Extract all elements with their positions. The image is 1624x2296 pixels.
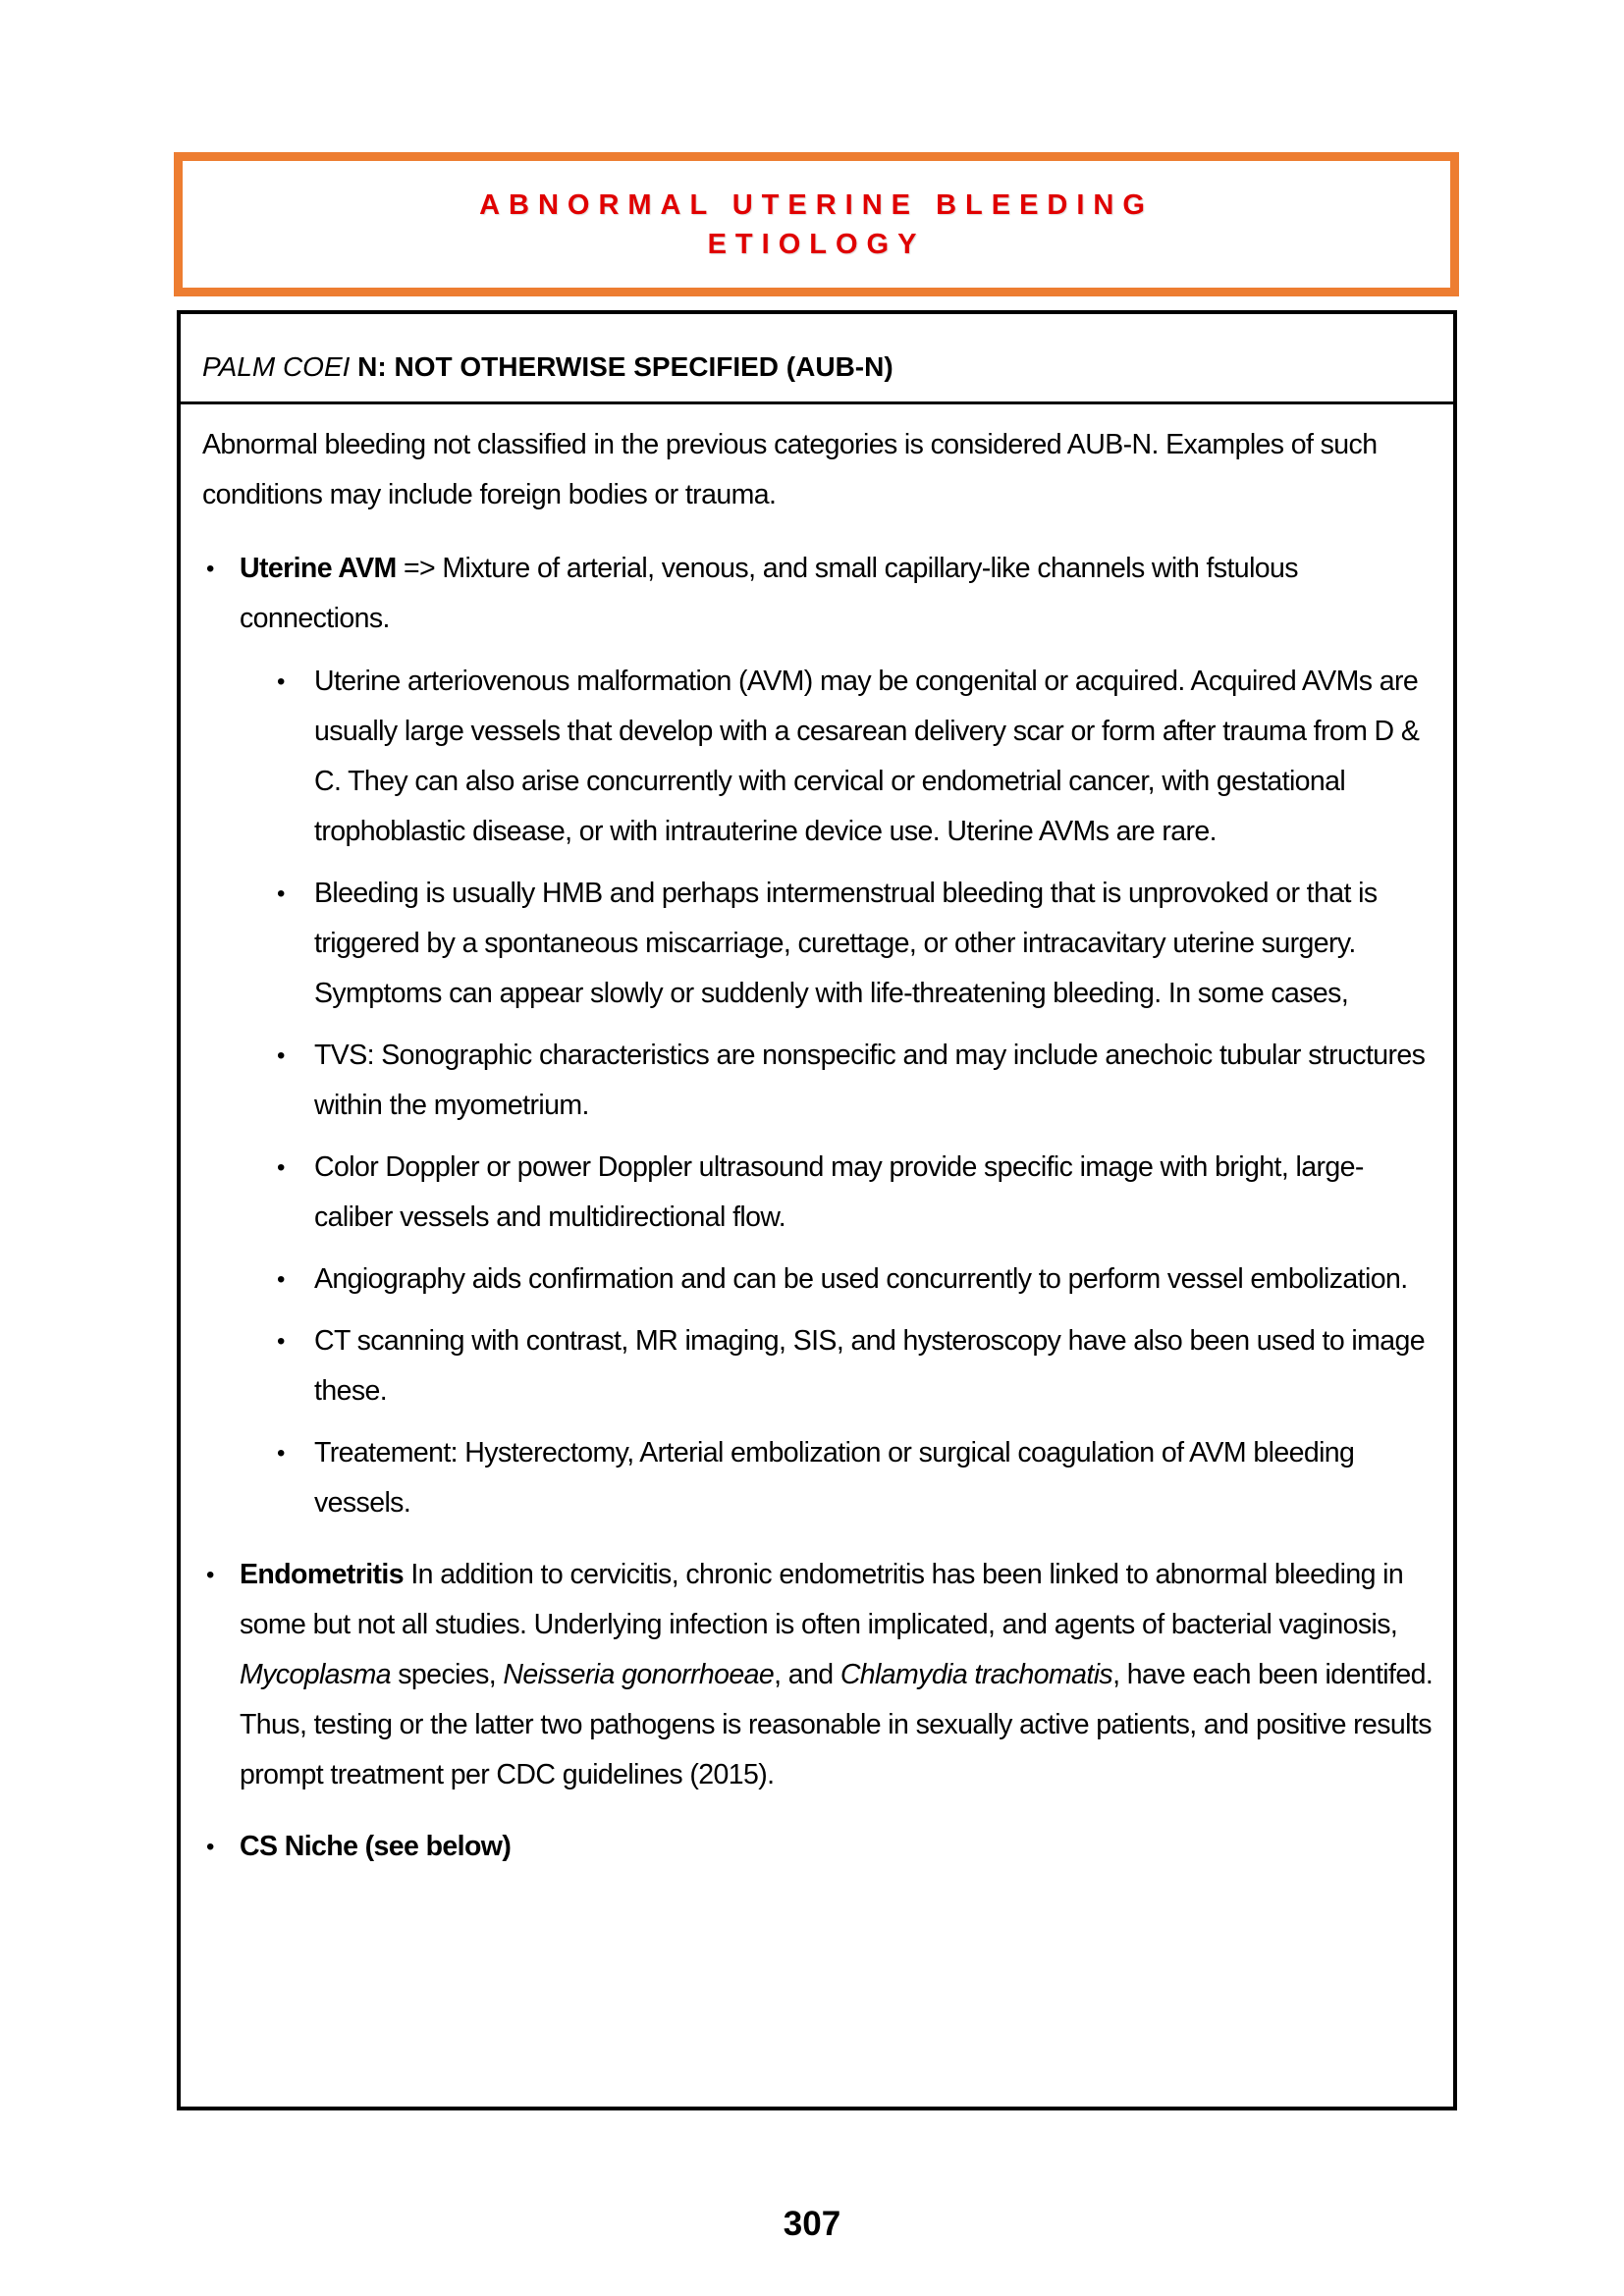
- list-item-label: Endometritis: [240, 1559, 404, 1590]
- bullet-list: [202, 544, 1437, 1872]
- bullet-icon: •: [277, 1328, 285, 1355]
- sub-list-item: [240, 1143, 1437, 1243]
- sub-list-item: [240, 1428, 1437, 1528]
- section-header-title: N: NOT OTHERWISE SPECIFIED (AUB-N): [350, 351, 893, 382]
- bullet-icon: •: [206, 1562, 214, 1588]
- list-item-label: Uterine AVM: [240, 553, 397, 584]
- intro-paragraph: Abnormal bleeding not classified in the previous categories is considered AUB-N. Examples of such conditions may include foreign bodies or trauma.: [202, 429, 1378, 510]
- bullet-icon: •: [277, 1042, 285, 1069]
- sub-list-item-text: TVS: Sonographic characteristics are nonspecific and may include anechoic tubular structures within the myometrium.: [314, 1040, 1426, 1121]
- sub-list-item: [240, 1255, 1437, 1305]
- list-item-label: CS Niche (see below): [240, 1831, 512, 1862]
- sub-list-item-text: CT scanning with contrast, MR imaging, SIS, and hysteroscopy have also been used to image these.: [314, 1325, 1426, 1407]
- sub-list-item-text: Uterine arteriovenous malformation (AVM) may be congenital or acquired. Acquired AVMs are usually large vessels that develop with a cesarean delivery scar or form after trauma from D & C. They can also arise concurrently with cervical or endometrial cancer, with gestational trophoblastic disease, or with intrauterine device use. Uterine AVMs are rare.: [314, 666, 1420, 847]
- bullet-icon: •: [277, 881, 285, 907]
- bullet-icon: •: [277, 668, 285, 695]
- sub-list-item-text: Color Doppler or power Doppler ultrasound may provide specific image with bright, large-caliber vessels and multidirectional flow.: [314, 1151, 1364, 1233]
- section-body: [181, 404, 1453, 1872]
- bullet-icon: •: [277, 1440, 285, 1467]
- organism-name: Chlamydia trachomatis: [839, 1659, 1113, 1690]
- list-item-cs-niche: [202, 1822, 1437, 1872]
- list-item-uterine-avm: [202, 544, 1437, 1528]
- sub-list-item: [240, 869, 1437, 1019]
- chapter-title-box: [174, 152, 1459, 296]
- organism-name: Neisseria gonorrhoeae: [503, 1659, 775, 1690]
- list-item-endometritis: [202, 1550, 1437, 1800]
- sub-list-item: [240, 1316, 1437, 1416]
- bullet-icon: •: [277, 1266, 285, 1293]
- list-item-text: species,: [390, 1659, 504, 1690]
- sub-list-item: [240, 1031, 1437, 1131]
- chapter-title: ABNORMAL UTERINE BLEEDING: [479, 188, 1154, 221]
- sub-list-item-text: Treatement: Hysterectomy, Arterial embolization or surgical coagulation of AVM bleeding vessels.: [314, 1437, 1355, 1519]
- sub-list-item: [240, 657, 1437, 857]
- chapter-subtitle: ETIOLOGY: [707, 228, 926, 260]
- bullet-icon: •: [206, 1834, 214, 1860]
- section-header: [181, 314, 1453, 404]
- content-box: [177, 310, 1457, 2110]
- bullet-icon: •: [206, 556, 214, 582]
- sub-bullet-list: [240, 657, 1437, 1528]
- page-number: 307: [783, 2205, 841, 2243]
- sub-list-item-text: Angiography aids confirmation and can be used concurrently to perform vessel embolization.: [314, 1263, 1408, 1295]
- list-item-text: , have each been identifed. Thus, testing or the latter two pathogens is reasonable in sexually active patients, and positive results prompt treatment per CDC guidelines (2015).: [240, 1659, 1434, 1790]
- bullet-icon: •: [277, 1154, 285, 1181]
- organism-name: Mycoplasma: [240, 1659, 391, 1690]
- list-item-text: => Mixture of arterial, venous, and small capillary-like channels with fstulous connections.: [240, 553, 1298, 634]
- section-header-classification: PALM COEI: [202, 351, 351, 382]
- sub-list-item-text: Bleeding is usually HMB and perhaps intermenstrual bleeding that is unprovoked or that is triggered by a spontaneous miscarriage, curettage, or other intracavitary uterine surgery. Symptoms can appear slowly or suddenly with life-threatening bleeding. In some cases,: [314, 878, 1378, 1009]
- list-item-text: In addition to cervicitis, chronic endometritis has been linked to abnormal bleeding in some but not all studies. Underlying infection is often implicated, and agents of bacterial vaginosis,: [240, 1559, 1404, 1640]
- list-item-text: , and: [774, 1659, 840, 1690]
